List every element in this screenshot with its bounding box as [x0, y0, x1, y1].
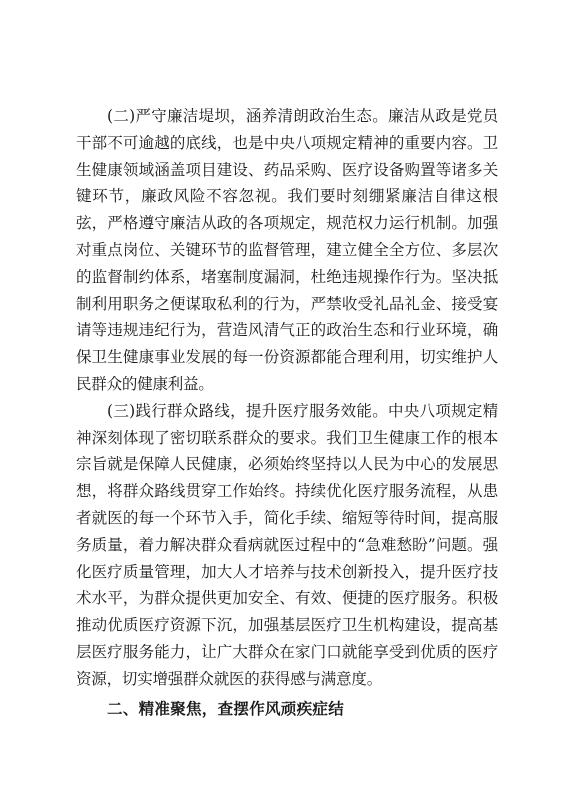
paragraph-integrity: (二)严守廉洁堤坝，涵养清朗政治生态。廉洁从政是党员干部不可逾越的底线，也是中央八项规定精神的重要内容。卫生健康领域涵盖项目建设、药品采购、医疗设备购置等诸多关键环节，廉政风险不容忽视。我们要时刻绷紧廉洁自律这根弦，严格遵守廉洁从政的各项规定，规范权力运行机制。加强对重点岗位、关键环节的监督管理，建立健全全方位、多层次的监督制约体系，堵塞制度漏洞，杜绝违规操作行为。坚决抵制利用职务之便谋取私利的行为，严禁收受礼品礼金、接受宴请等违规违纪行为，营造风清气正的政治生态和行业环境，确保卫生健康事业发展的每一份资源都能合理利用，切实维护人民群众的健康利益。	[76, 107, 498, 393]
document-page	[76, 103, 498, 722]
section-heading: 二、精准聚焦，查摆作风顽疾症结	[107, 698, 345, 718]
paragraph-mass-line: (三)践行群众路线，提升医疗服务效能。中央八项规定精神深刻体现了密切联系群众的要求。我们卫生健康工作的根本宗旨就是保障人民健康，必须始终坚持以人民为中心的发展思想，将群众路线贯穿工作始终。持续优化医疗服务流程，从患者就医的每一个环节入手，简化手续、缩短等待时间，提高服务质量，着力解决群众看病就医过程中的“急难愁盼”问题。强化医疗质量管理，加大人才培养与技术创新投入，提升医疗技术水平，为群众提供更加安全、有效、便捷的医疗服务。积极推动优质医疗资源下沉，加强基层医疗卫生机构建设，提高基层医疗服务能力，让广大群众在家门口就能享受到优质的医疗资源，切实增强群众就医的获得感与满意度。	[76, 401, 498, 688]
